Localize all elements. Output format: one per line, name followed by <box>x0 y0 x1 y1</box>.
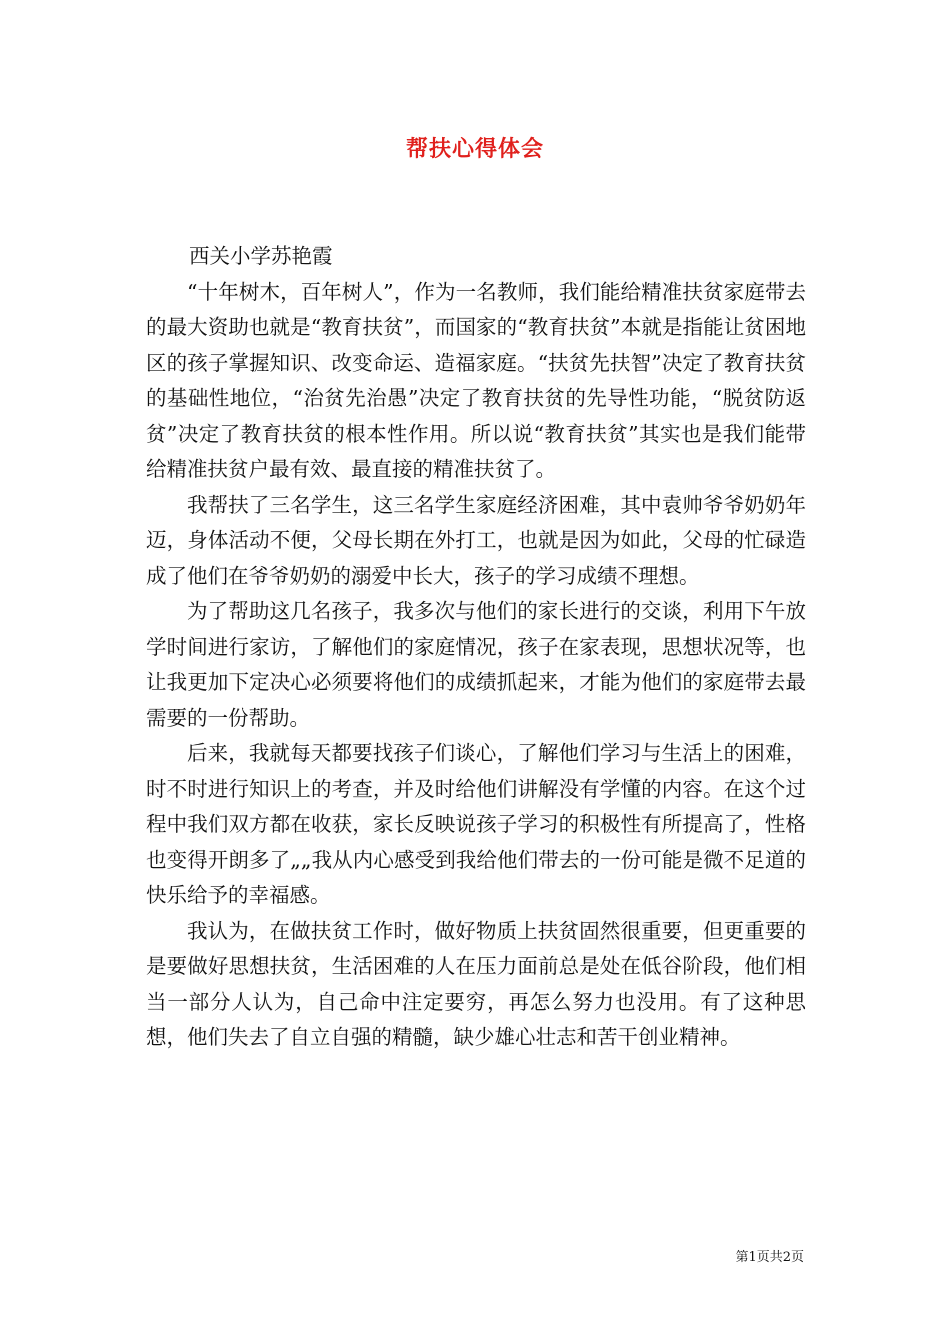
paragraph-1: “十年树木，百年树人”，作为一名教师，我们能给精准扶贫家庭带去的最大资助也就是“教育扶贫”，而国家的“教育扶贫”本就是指能让贫困地区的孩子掌握知识、改变命运、造福家庭。“扶贫先扶智”决定了教育扶贫的基础性地位，“治贫先治愚”决定了教育扶贫的先导性功能，“脱贫防返贫”决定了教育扶贫的根本性作用。所以说“教育扶贫”其实也是我们能带给精准扶贫户最有效、最直接的精准扶贫了。 <box>146 279 806 481</box>
paragraph-3: 为了帮助这几名孩子，我多次与他们的家长进行的交谈，利用下午放学时间进行家访，了解他们的家庭情况，孩子在家表现，思想状况等，也让我更加下定决心必须要将他们的成绩抓起来，才能为他们的家庭带去最需要的一份帮助。 <box>146 599 806 730</box>
author-line: 西关小学苏艳霞 <box>189 244 333 268</box>
paragraph-2: 我帮扶了三名学生，这三名学生家庭经济困难，其中袁帅爷爷奶奶年迈，身体活动不便，父母长期在外打工，也就是因为如此，父母的忙碌造成了他们在爷爷奶奶的溺爱中长大，孩子的学习成绩不理想。 <box>146 492 806 588</box>
document-body <box>146 239 806 1056</box>
document-title: 帮扶心得体会 <box>405 136 544 162</box>
paragraph-4: 后来，我就每天都要找孩子们谈心，了解他们学习与生活上的困难，时不时进行知识上的考查，并及时给他们讲解没有学懂的内容。在这个过程中我们双方都在收获，家长反映说孩子学习的积极性有所提高了，性格也变得开朗多了„„我从内心感受到我给他们带去的一份可能是微不足道的快乐给予的幸福感。 <box>146 741 806 907</box>
page-number: 第1页共2页 <box>735 1250 804 1265</box>
paragraph-5: 我认为，在做扶贫工作时，做好物质上扶贫固然很重要，但更重要的是要做好思想扶贫，生活困难的人在压力面前总是处在低谷阶段，他们相当一部分人认为，自己命中注定要穷，再怎么努力也没用。有了这种思想，他们失去了自立自强的精髓，缺少雄心壮志和苦干创业精神。 <box>146 918 806 1049</box>
